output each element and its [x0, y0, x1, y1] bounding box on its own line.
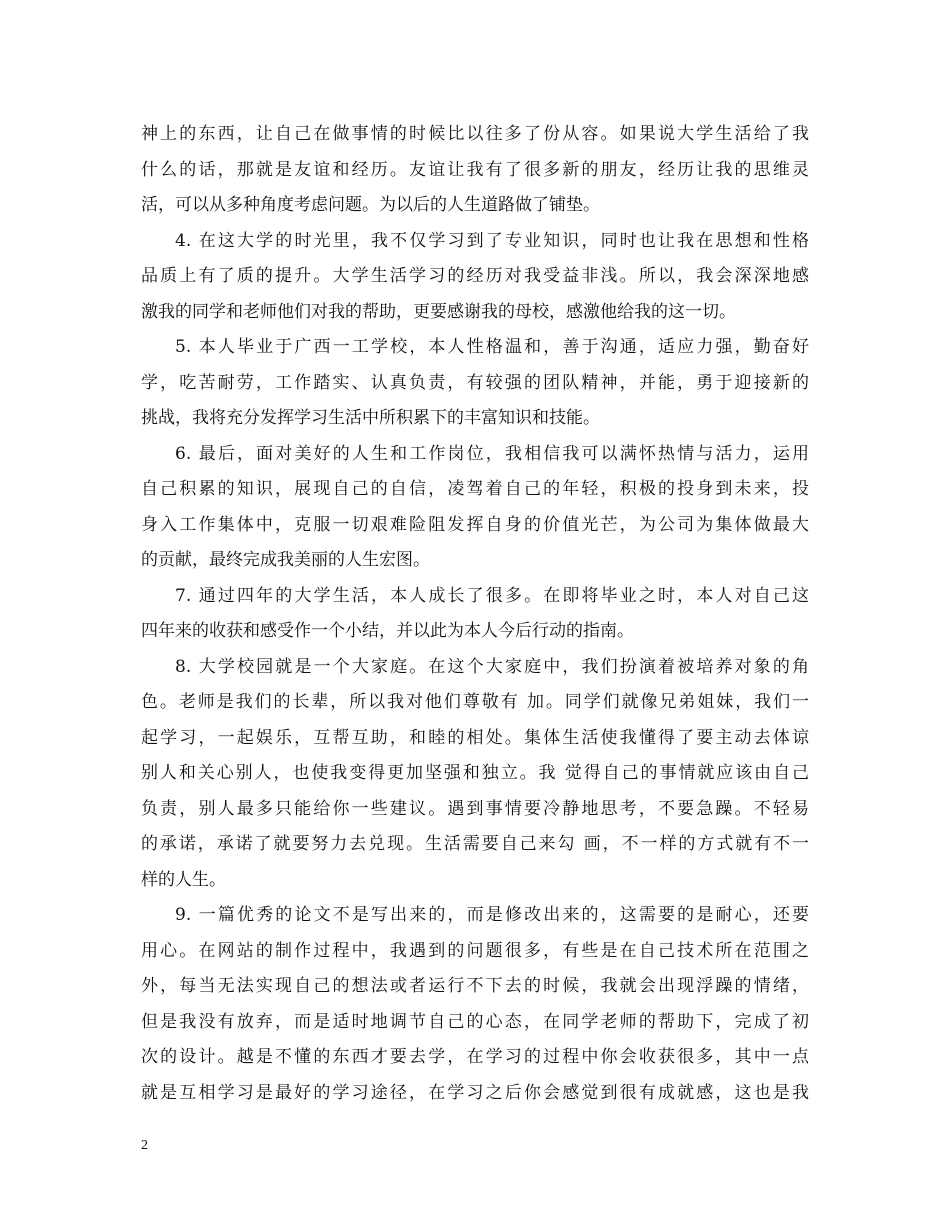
text-line: 的承诺，承诺了就要努力去兑现。生活需要自己来勾 画，不一样的方式就有不一	[141, 834, 809, 854]
text-line: 神上的东西，让自己在做事情的时候比以往多了份从容。如果说大学生活给了我	[141, 124, 809, 144]
text-line: 激我的同学和老师他们对我的帮助，更要感谢我的母校，感激他给我的这一切。	[141, 301, 736, 322]
text-line: 学，吃苦耐劳，工作踏实、认真负责，有较强的团队精神，并能，勇于迎接新的	[141, 372, 809, 393]
text-line: 色。老师是我们的长辈，所以我对他们尊敬有 加。同学们就像兄弟姐妹，我们一	[141, 692, 809, 712]
text-line: 挑战，我将充分发挥学习生活中所积累下的丰富知识和技能。	[141, 408, 600, 428]
text-line: 9. 一篇优秀的论文不是写出来的，而是修改出来的，这需要的是耐心，还要	[175, 905, 809, 925]
text-line: 样的人生。	[141, 869, 226, 890]
text-line: 用心。在网站的制作过程中，我遇到的问题很多，有些是在自己技术所在范围之	[141, 940, 809, 961]
text-line: 6. 最后，面对美好的人生和工作岗位，我相信我可以满怀热情与活力，运用	[175, 443, 809, 464]
text-line: 起学习，一起娱乐，互帮互助，和睦的相处。集体生活使我懂得了要主动去体谅	[141, 727, 809, 748]
text-line: 但是我没有放弃，而是适时地调节自己的心态，在同学老师的帮助下，完成了初	[141, 1011, 809, 1032]
text-line: 7. 通过四年的大学生活，本人成长了很多。在即将毕业之时，本人对自己这	[175, 585, 809, 606]
text-line: 外，每当无法实现自己的想法或者运行不下去的时候，我就会出现浮躁的情绪，	[141, 976, 809, 996]
text-line: 4. 在这大学的时光里，我不仅学习到了专业知识，同时也让我在思想和性格	[175, 230, 809, 251]
text-line: 负责，别人最多只能给你一些建议。遇到事情要冷静地思考，不要急躁。不轻易	[141, 798, 809, 819]
text-line: 什么的话，那就是友谊和经历。友谊让我有了很多新的朋友，经历让我的思维灵	[141, 159, 809, 180]
text-line: 四年来的收获和感受作一个小结，并以此为本人今后行动的指南。	[141, 621, 634, 641]
text-line: 自己积累的知识，展现自己的自信，凌驾着自己的年轻，积极的投身到未来，投	[141, 479, 809, 499]
document-body	[141, 117, 809, 1111]
text-line: 品质上有了质的提升。大学生活学习的经历对我受益非浅。所以，我会深深地感	[141, 266, 809, 286]
text-line: 活，可以从多种角度考虑问题。为以后的人生道路做了铺垫。	[141, 195, 600, 215]
text-line: 次的设计。越是不懂的东西才要去学，在学习的过程中你会收获很多，其中一点	[141, 1047, 809, 1067]
text-line: 就是互相学习是最好的学习途径，在学习之后你会感觉到很有成就感，这也是我	[141, 1082, 809, 1103]
text-line: 别人和关心别人，也使我变得更加坚强和独立。我 觉得自己的事情就应该由自己	[141, 763, 809, 783]
text-line: 8. 大学校园就是一个大家庭。在这个大家庭中，我们扮演着被培养对象的角	[175, 656, 809, 677]
text-line: 身入工作集体中，克服一切艰难险阻发挥自身的价值光芒，为公司为集体做最大	[141, 514, 809, 535]
text-line: 的贡献，最终完成我美丽的人生宏图。	[141, 550, 430, 570]
text-line: 5. 本人毕业于广西一工学校，本人性格温和，善于沟通，适应力强，勤奋好	[175, 337, 809, 357]
page-number: 2	[141, 1138, 148, 1153]
